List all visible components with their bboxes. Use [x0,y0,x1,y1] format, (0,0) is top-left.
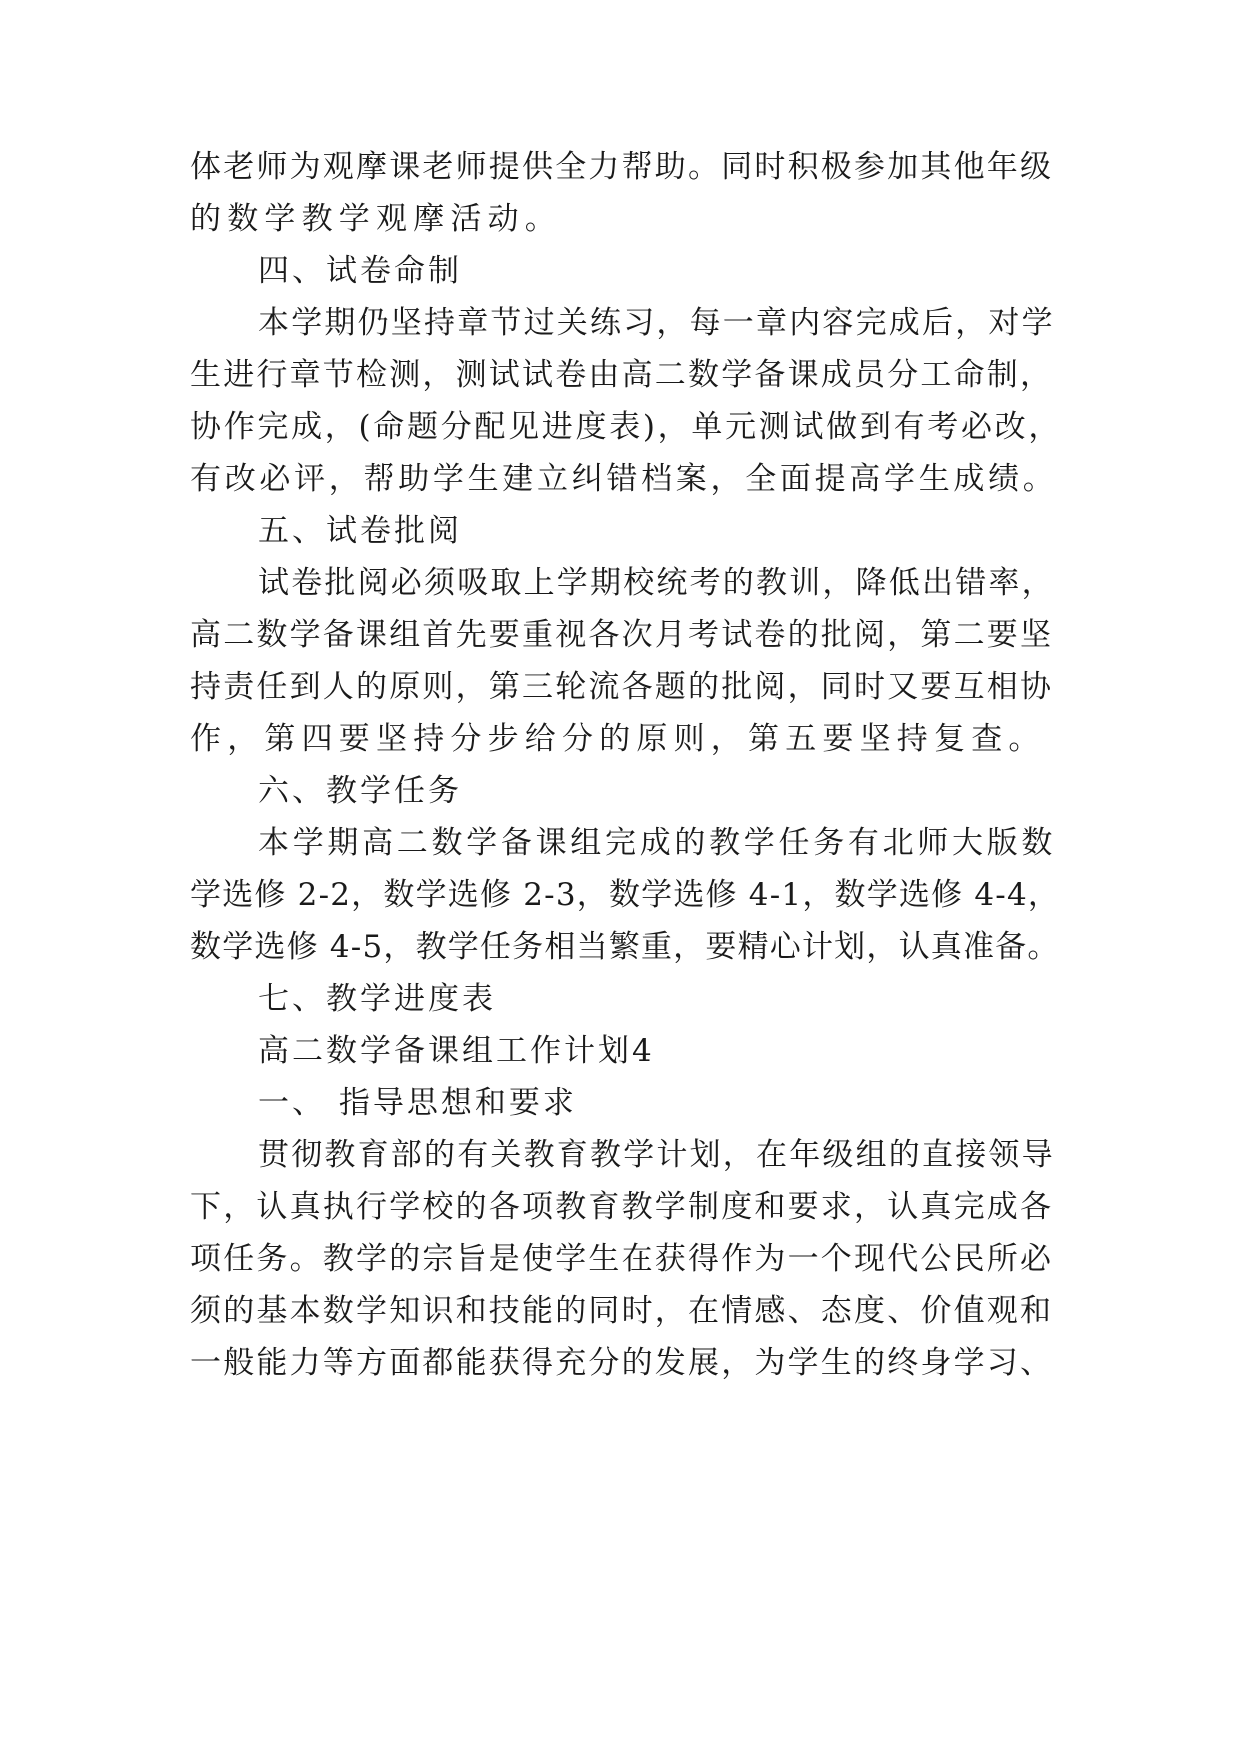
body-text-line: 本学期仍坚持章节过关练习，每一章内容完成后，对学 [258,305,1055,341]
body-text-line: 高二数学备课组首先要重视各次月考试卷的批阅，第二要坚 [190,617,1054,653]
body-text-line: 的数学教学观摩活动。 [190,201,562,237]
body-text-line: 协作完成，(命题分配见进度表)，单元测试做到有考必改， [190,409,1063,445]
body-text-line: 试卷批阅必须吸取上学期校统考的教训，降低出错率， [258,565,1055,601]
body-text-line: 须的基本数学知识和技能的同时，在情感、态度、价值观和 [190,1293,1054,1329]
body-text-line: 下，认真执行学校的各项教育教学制度和要求，认真完成各 [190,1189,1054,1225]
section-heading: 一、 指导思想和要求 [258,1085,577,1121]
body-text-line: 持责任到人的原则，第三轮流各题的批阅，同时又要互相协 [190,669,1054,705]
section-heading: 六、教学任务 [258,773,462,809]
body-text-line: 一般能力等方面都能获得充分的发展，为学生的终身学习、 [190,1345,1054,1381]
body-text-line: 贯彻教育部的有关教育教学计划，在年级组的直接领导 [258,1137,1055,1173]
body-text-line: 体老师为观摩课老师提供全力帮助。同时积极参加其他年级 [190,149,1054,185]
body-text-line: 数学选修 4-5，教学任务相当繁重，要精心计划，认真准备。 [190,929,1060,965]
section-heading: 四、试卷命制 [258,253,462,289]
body-text-line: 有改必评，帮助学生建立纠错档案，全面提高学生成绩。 [190,461,1058,497]
body-text-line: 作，第四要坚持分步给分的原则，第五要坚持复查。 [190,721,1046,757]
body-text-line: 生进行章节检测，测试试卷由高二数学备课成员分工命制， [190,357,1054,393]
document-title: 高二数学备课组工作计划4 [258,1033,655,1069]
section-heading: 七、教学进度表 [258,981,496,1017]
body-text-line: 学选修 2-2，数学选修 2-3，数学选修 4-1，数学选修 4-4， [190,877,1061,913]
body-text-line: 本学期高二数学备课组完成的教学任务有北师大版数 [258,825,1057,861]
body-text-line: 项任务。教学的宗旨是使学生在获得作为一个现代公民所必 [190,1241,1054,1277]
section-heading: 五、试卷批阅 [258,513,462,549]
